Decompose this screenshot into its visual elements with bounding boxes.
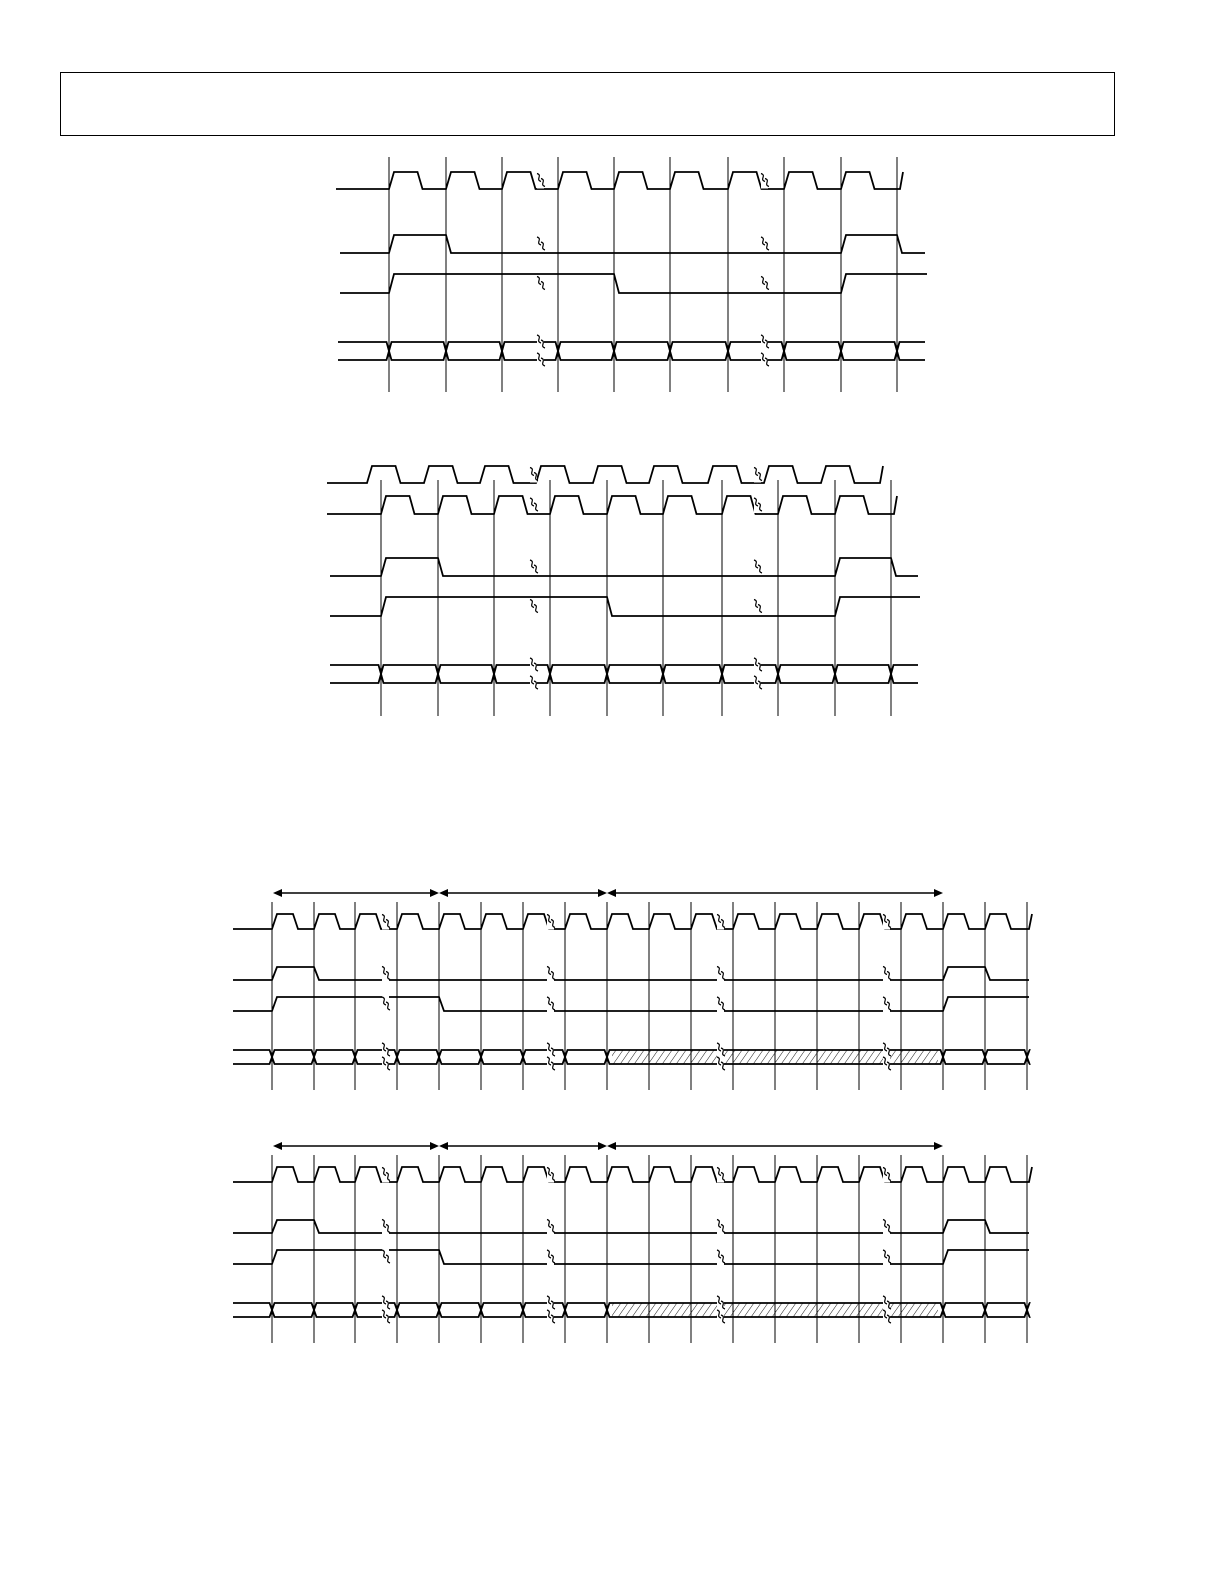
timing-3 bbox=[233, 889, 1032, 1090]
arrow-head-right bbox=[934, 1142, 943, 1150]
bus-top bbox=[338, 342, 925, 351]
pulse-signal bbox=[233, 1220, 1029, 1233]
arrow-head-left bbox=[273, 1142, 282, 1150]
arrow-head-left bbox=[439, 1142, 448, 1150]
clock-signal bbox=[233, 914, 1032, 929]
clock-signal bbox=[327, 496, 897, 514]
arrow-head-right bbox=[598, 1142, 607, 1150]
bus-bottom bbox=[330, 674, 918, 683]
arrow-head-left bbox=[273, 889, 282, 897]
clock-signal bbox=[327, 466, 883, 483]
clock-signal bbox=[336, 172, 903, 189]
timing-1 bbox=[336, 157, 927, 392]
level-signal bbox=[330, 597, 920, 616]
level-signal bbox=[233, 997, 1029, 1011]
timing-2 bbox=[327, 466, 920, 716]
pulse-signal bbox=[330, 558, 918, 576]
pulse-signal bbox=[340, 235, 925, 253]
timing-4 bbox=[233, 1142, 1032, 1343]
bus-bottom bbox=[338, 351, 925, 360]
arrow-head-left bbox=[607, 889, 616, 897]
arrow-head-left bbox=[607, 1142, 616, 1150]
level-signal bbox=[340, 274, 927, 293]
bus-top bbox=[330, 665, 918, 674]
arrow-head-left bbox=[439, 889, 448, 897]
arrow-head-right bbox=[598, 889, 607, 897]
pulse-signal bbox=[233, 967, 1029, 980]
arrow-head-right bbox=[430, 889, 439, 897]
arrow-head-right bbox=[430, 1142, 439, 1150]
clock-signal bbox=[233, 1167, 1032, 1182]
arrow-head-right bbox=[934, 889, 943, 897]
level-signal bbox=[233, 1250, 1029, 1264]
